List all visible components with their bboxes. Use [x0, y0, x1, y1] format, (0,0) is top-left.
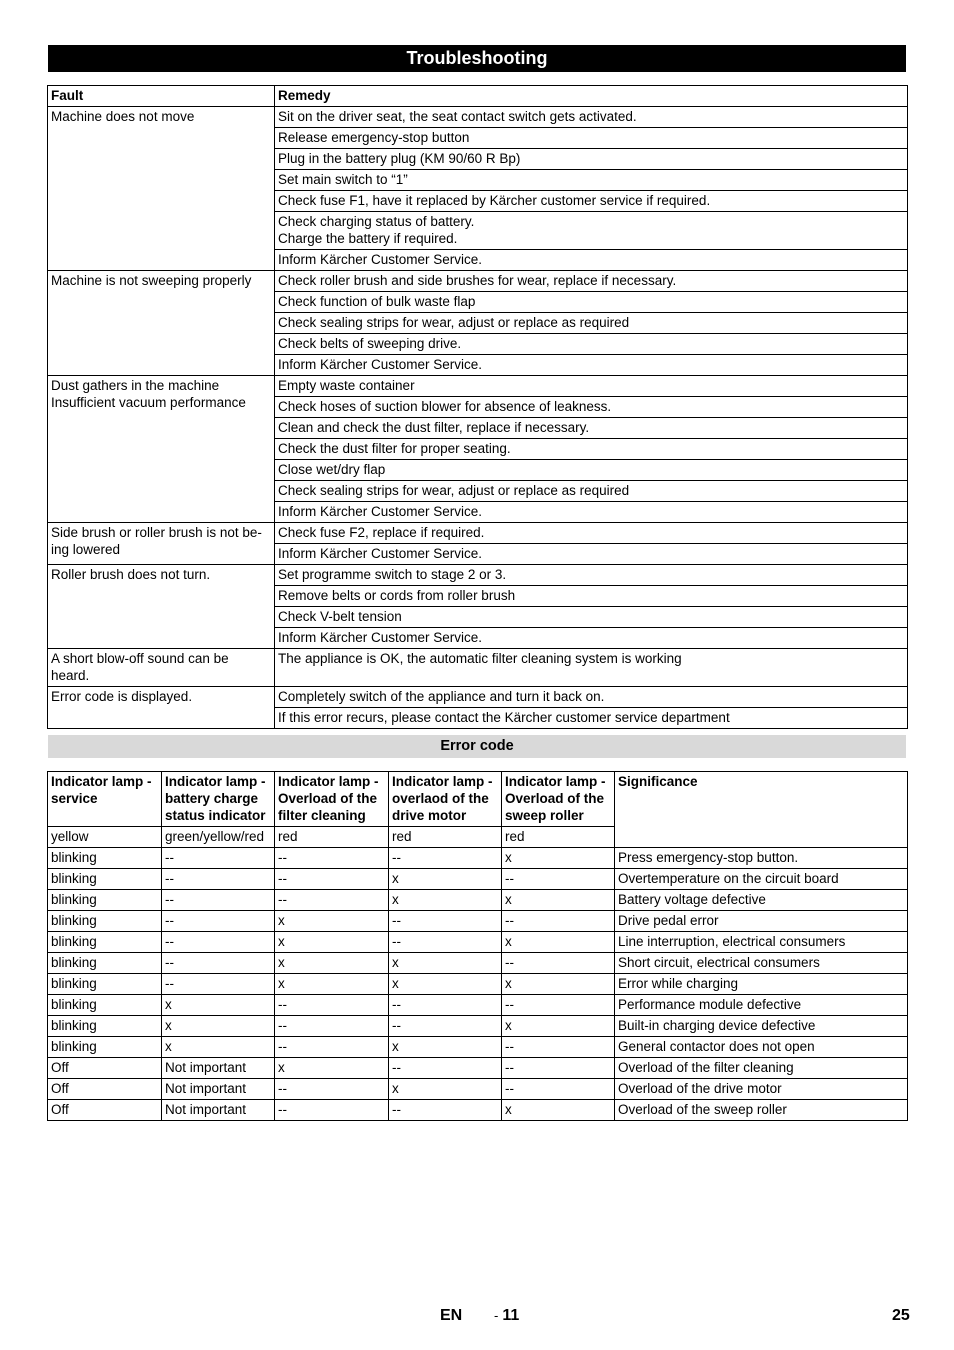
- indicator-cell: --: [162, 848, 275, 869]
- error-header-cell: Indicator lamp - battery charge status indicator: [162, 772, 275, 827]
- significance-cell: Error while charging: [615, 974, 908, 995]
- remedy-cell: Check roller brush and side brushes for wear, replace if necessary.: [275, 271, 908, 292]
- remedy-cell: Inform Kärcher Customer Service.: [275, 250, 908, 271]
- indicator-cell: --: [162, 911, 275, 932]
- footer-page-number: 25: [892, 1307, 910, 1324]
- fault-cell: A short blow-off sound can be heard.: [48, 649, 275, 687]
- remedy-cell: Check belts of sweeping drive.: [275, 334, 908, 355]
- indicator-cell: x: [389, 869, 502, 890]
- fault-cell: Dust gathers in the machine Insufficient vacuum performance: [48, 376, 275, 523]
- indicator-cell: --: [275, 1037, 389, 1058]
- indicator-cell: Off: [48, 1100, 162, 1121]
- table-row: [48, 974, 908, 995]
- error-code-table: [47, 771, 908, 1121]
- table-row: [48, 376, 908, 397]
- indicator-cell: x: [502, 974, 615, 995]
- indicator-cell: --: [389, 1100, 502, 1121]
- indicator-cell: --: [162, 932, 275, 953]
- indicator-cell: --: [275, 1100, 389, 1121]
- indicator-cell: --: [275, 869, 389, 890]
- indicator-cell: x: [389, 1037, 502, 1058]
- significance-cell: Overload of the sweep roller: [615, 1100, 908, 1121]
- remedy-cell: Inform Kärcher Customer Service.: [275, 502, 908, 523]
- lamp-color-cell: red: [502, 827, 615, 848]
- significance-cell: Battery voltage defective: [615, 890, 908, 911]
- fault-cell: Error code is displayed.: [48, 687, 275, 729]
- footer-language: EN: [440, 1307, 463, 1324]
- indicator-cell: blinking: [48, 911, 162, 932]
- lamp-color-cell: green/yellow/red: [162, 827, 275, 848]
- indicator-cell: --: [275, 890, 389, 911]
- remedy-cell: Check V-belt tension: [275, 607, 908, 628]
- lamp-color-cell: red: [389, 827, 502, 848]
- indicator-cell: blinking: [48, 1037, 162, 1058]
- indicator-cell: blinking: [48, 869, 162, 890]
- indicator-cell: Not important: [162, 1058, 275, 1079]
- indicator-cell: --: [389, 995, 502, 1016]
- remedy-cell: Inform Kärcher Customer Service.: [275, 355, 908, 376]
- indicator-cell: x: [389, 890, 502, 911]
- significance-cell: Built-in charging device defective: [615, 1016, 908, 1037]
- indicator-cell: x: [502, 890, 615, 911]
- indicator-cell: Off: [48, 1058, 162, 1079]
- remedy-cell: Sit on the driver seat, the seat contact switch gets activated.: [275, 107, 908, 128]
- indicator-cell: x: [162, 995, 275, 1016]
- significance-cell: Overload of the drive motor: [615, 1079, 908, 1100]
- indicator-cell: --: [502, 953, 615, 974]
- table-row: [48, 1037, 908, 1058]
- footer-section-page: [494, 1307, 519, 1325]
- remedy-cell: Completely switch of the appliance and turn it back on.: [275, 687, 908, 708]
- indicator-cell: --: [162, 953, 275, 974]
- remedy-cell: Check hoses of suction blower for absence of leakness.: [275, 397, 908, 418]
- indicator-cell: x: [389, 1079, 502, 1100]
- significance-cell: Overtemperature on the circuit board: [615, 869, 908, 890]
- significance-cell: General contactor does not open: [615, 1037, 908, 1058]
- indicator-cell: --: [275, 1016, 389, 1037]
- remedy-cell: Clean and check the dust filter, replace if necessary.: [275, 418, 908, 439]
- remedy-cell: Release emergency-stop button: [275, 128, 908, 149]
- indicator-cell: x: [275, 911, 389, 932]
- remedy-cell: Check fuse F2, replace if required.: [275, 523, 908, 544]
- footer-section-number: 11: [502, 1307, 520, 1324]
- indicator-cell: --: [502, 995, 615, 1016]
- indicator-cell: blinking: [48, 848, 162, 869]
- indicator-cell: --: [389, 911, 502, 932]
- remedy-cell: Plug in the battery plug (KM 90/60 R Bp): [275, 149, 908, 170]
- indicator-cell: x: [275, 1058, 389, 1079]
- indicator-cell: Off: [48, 1079, 162, 1100]
- fault-header: Fault: [48, 86, 275, 107]
- table-row: [48, 1079, 908, 1100]
- error-header-cell: Significance: [615, 772, 908, 848]
- indicator-cell: --: [162, 974, 275, 995]
- indicator-cell: blinking: [48, 890, 162, 911]
- remedy-cell: Check the dust filter for proper seating.: [275, 439, 908, 460]
- table-row: [48, 565, 908, 586]
- page-title: Troubleshooting: [48, 45, 906, 72]
- significance-cell: Press emergency-stop button.: [615, 848, 908, 869]
- remedy-cell: Check function of bulk waste flap: [275, 292, 908, 313]
- indicator-cell: --: [389, 1058, 502, 1079]
- remedy-cell: Inform Kärcher Customer Service.: [275, 628, 908, 649]
- indicator-cell: x: [162, 1037, 275, 1058]
- table-row: [48, 687, 908, 708]
- significance-cell: Performance module defective: [615, 995, 908, 1016]
- indicator-cell: blinking: [48, 932, 162, 953]
- error-header-cell: Indicator lamp - overlaod of the drive motor: [389, 772, 502, 827]
- fault-cell: Side brush or roller brush is not be- ing lowered: [48, 523, 275, 565]
- indicator-cell: --: [502, 1037, 615, 1058]
- error-header-cell: Indicator lamp - service: [48, 772, 162, 827]
- fault-cell: Machine is not sweeping properly: [48, 271, 275, 376]
- indicator-cell: Not important: [162, 1100, 275, 1121]
- remedy-cell: Remove belts or cords from roller brush: [275, 586, 908, 607]
- fault-cell: Roller brush does not turn.: [48, 565, 275, 649]
- table-row: [48, 869, 908, 890]
- table-row: [48, 1100, 908, 1121]
- remedy-cell: Check sealing strips for wear, adjust or replace as required: [275, 481, 908, 502]
- indicator-cell: --: [502, 1079, 615, 1100]
- indicator-cell: x: [275, 974, 389, 995]
- indicator-cell: --: [389, 1016, 502, 1037]
- table-row: [48, 953, 908, 974]
- indicator-cell: blinking: [48, 1016, 162, 1037]
- remedy-cell: Check sealing strips for wear, adjust or replace as required: [275, 313, 908, 334]
- lamp-color-cell: red: [275, 827, 389, 848]
- table-row: [48, 271, 908, 292]
- remedy-cell: Set programme switch to stage 2 or 3.: [275, 565, 908, 586]
- table-row: [48, 932, 908, 953]
- indicator-cell: Not important: [162, 1079, 275, 1100]
- indicator-cell: x: [502, 848, 615, 869]
- remedy-cell: Close wet/dry flap: [275, 460, 908, 481]
- indicator-cell: --: [162, 869, 275, 890]
- indicator-cell: --: [162, 890, 275, 911]
- indicator-cell: blinking: [48, 974, 162, 995]
- table-row: [48, 848, 908, 869]
- indicator-cell: x: [502, 1016, 615, 1037]
- table-row: [48, 1058, 908, 1079]
- remedy-cell: Inform Kärcher Customer Service.: [275, 544, 908, 565]
- table-row: [48, 523, 908, 544]
- significance-cell: Overload of the filter cleaning: [615, 1058, 908, 1079]
- remedy-header: Remedy: [275, 86, 908, 107]
- indicator-cell: x: [275, 932, 389, 953]
- error-header-cell: Indicator lamp - Overload of the filter cleaning: [275, 772, 389, 827]
- indicator-cell: x: [389, 953, 502, 974]
- indicator-cell: blinking: [48, 995, 162, 1016]
- significance-cell: Short circuit, electrical consumers: [615, 953, 908, 974]
- indicator-cell: --: [275, 1079, 389, 1100]
- remedy-cell: If this error recurs, please contact the Kärcher customer service department: [275, 708, 908, 729]
- table-row: [48, 1016, 908, 1037]
- indicator-cell: x: [162, 1016, 275, 1037]
- remedy-cell: Set main switch to “1”: [275, 170, 908, 191]
- remedy-cell: Check charging status of battery. Charge the battery if required.: [275, 212, 908, 250]
- table-row: [48, 649, 908, 687]
- significance-cell: Line interruption, electrical consumers: [615, 932, 908, 953]
- lamp-color-cell: yellow: [48, 827, 162, 848]
- remedy-cell: Check fuse F1, have it replaced by Kärcher customer service if required.: [275, 191, 908, 212]
- significance-cell: Drive pedal error: [615, 911, 908, 932]
- table-row: [48, 890, 908, 911]
- error-code-heading: Error code: [48, 735, 906, 758]
- indicator-cell: x: [389, 974, 502, 995]
- indicator-cell: --: [502, 911, 615, 932]
- indicator-cell: --: [275, 848, 389, 869]
- footer-dash: -: [494, 1308, 499, 1323]
- indicator-cell: --: [275, 995, 389, 1016]
- indicator-cell: --: [502, 1058, 615, 1079]
- indicator-cell: --: [502, 869, 615, 890]
- indicator-cell: x: [502, 1100, 615, 1121]
- indicator-cell: --: [389, 932, 502, 953]
- troubleshooting-table: [47, 85, 908, 729]
- indicator-cell: x: [275, 953, 389, 974]
- fault-cell: Machine does not move: [48, 107, 275, 271]
- indicator-cell: x: [502, 932, 615, 953]
- table-row: [48, 995, 908, 1016]
- remedy-cell: Empty waste container: [275, 376, 908, 397]
- table-row: [48, 911, 908, 932]
- error-header-cell: Indicator lamp - Overload of the sweep roller: [502, 772, 615, 827]
- remedy-cell: The appliance is OK, the automatic filter cleaning system is working: [275, 649, 908, 687]
- indicator-cell: --: [389, 848, 502, 869]
- table-row: [48, 107, 908, 128]
- indicator-cell: blinking: [48, 953, 162, 974]
